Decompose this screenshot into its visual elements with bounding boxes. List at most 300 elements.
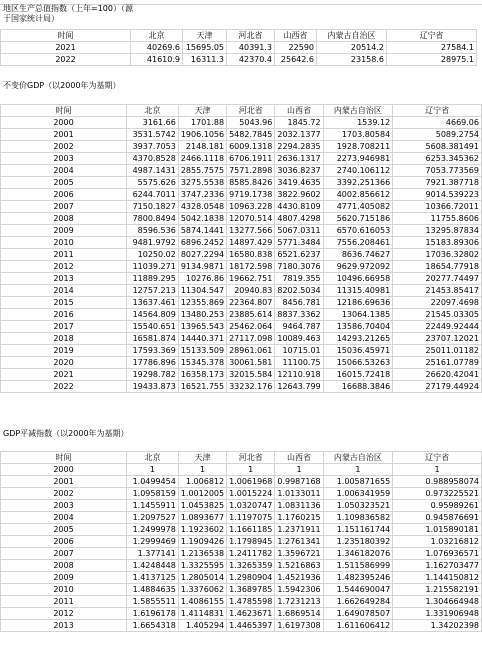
value-cell[interactable]: 1: [126, 464, 178, 476]
value-cell[interactable]: 23885.614: [227, 309, 275, 321]
table-row: [1, 596, 482, 608]
value-cell[interactable]: 8636.74627: [323, 249, 393, 261]
value-cell[interactable]: 1.1197075: [227, 512, 275, 524]
value-cell[interactable]: 11100.75: [275, 357, 323, 369]
value-cell[interactable]: 1.511586999: [323, 560, 393, 572]
value-cell[interactable]: 1.109836582: [323, 512, 393, 524]
value-cell[interactable]: 14440.371: [178, 333, 226, 345]
value-cell[interactable]: 1703.80584: [323, 129, 393, 141]
value-cell[interactable]: 1.34202398: [393, 620, 482, 632]
value-cell[interactable]: 1.0012005: [178, 488, 226, 500]
value-cell[interactable]: 14564.809: [126, 309, 178, 321]
year-cell[interactable]: 2020: [1, 357, 127, 369]
year-cell[interactable]: 2014: [1, 285, 127, 297]
value-cell[interactable]: 12070.514: [227, 213, 275, 225]
value-cell[interactable]: 22364.807: [227, 297, 275, 309]
value-cell[interactable]: 1.0453825: [178, 500, 226, 512]
value-cell[interactable]: 0.988958074: [393, 476, 482, 488]
table-row: [1, 117, 482, 129]
value-cell[interactable]: 7819.355: [275, 273, 323, 285]
value-cell[interactable]: 8596.536: [126, 225, 178, 237]
value-cell[interactable]: 16581.874: [126, 333, 178, 345]
value-cell[interactable]: 2273.946981: [323, 153, 393, 165]
value-cell[interactable]: 4807.4298: [275, 213, 323, 225]
header-cell[interactable]: 河北省: [227, 105, 275, 117]
value-cell[interactable]: 1.4465397: [227, 620, 275, 632]
year-cell[interactable]: 2005: [1, 524, 127, 536]
value-cell[interactable]: 1.050323521: [323, 500, 393, 512]
value-cell[interactable]: 22449.92444: [393, 321, 482, 333]
value-cell[interactable]: 28975.1: [387, 54, 477, 66]
header-cell[interactable]: 北京: [126, 105, 178, 117]
year-cell[interactable]: 2002: [1, 488, 127, 500]
year-cell[interactable]: 2010: [1, 237, 127, 249]
value-cell[interactable]: 15345.378: [178, 357, 226, 369]
value-cell[interactable]: 1701.88: [178, 117, 226, 129]
value-cell[interactable]: 6253.345362: [393, 153, 482, 165]
value-cell[interactable]: 7556.208461: [323, 237, 393, 249]
value-cell[interactable]: 1.2371911: [275, 524, 323, 536]
value-cell[interactable]: 3036.8237: [275, 165, 323, 177]
value-cell[interactable]: 1.649078507: [323, 608, 393, 620]
value-cell[interactable]: 6706.1911: [227, 153, 275, 165]
value-cell[interactable]: 12186.69636: [323, 297, 393, 309]
value-cell[interactable]: 7800.8494: [126, 213, 178, 225]
header-cell[interactable]: 时间: [1, 105, 127, 117]
value-cell[interactable]: 1.3376062: [178, 584, 226, 596]
value-cell[interactable]: 1.405294: [178, 620, 226, 632]
value-cell[interactable]: 16015.72418: [323, 369, 393, 381]
value-cell[interactable]: 1.2097527: [126, 512, 178, 524]
year-cell[interactable]: 2016: [1, 309, 127, 321]
value-cell[interactable]: 4430.8109: [275, 201, 323, 213]
year-cell[interactable]: 2002: [1, 141, 127, 153]
value-cell[interactable]: 1.144150812: [393, 572, 482, 584]
year-cell[interactable]: 2003: [1, 500, 127, 512]
value-cell[interactable]: 6896.2452: [178, 237, 226, 249]
value-cell[interactable]: 3392.251366: [323, 177, 393, 189]
value-cell[interactable]: 1.0958159: [126, 488, 178, 500]
value-cell[interactable]: 16311.3: [183, 54, 227, 66]
value-cell[interactable]: 1.015890181: [393, 524, 482, 536]
value-cell[interactable]: 5608.381491: [393, 141, 482, 153]
year-cell[interactable]: 2021: [1, 42, 131, 54]
header-cell[interactable]: 内蒙古自治区: [323, 105, 393, 117]
value-cell[interactable]: 1.6197308: [275, 620, 323, 632]
value-cell[interactable]: 12355.869: [178, 297, 226, 309]
value-cell[interactable]: 6244.7011: [126, 189, 178, 201]
value-cell[interactable]: 10366.72011: [393, 201, 482, 213]
value-cell[interactable]: 1.235180392: [323, 536, 393, 548]
value-cell[interactable]: 9134.9871: [178, 261, 226, 273]
value-cell[interactable]: 17036.32802: [393, 249, 482, 261]
value-cell[interactable]: 2032.1377: [275, 129, 323, 141]
value-cell[interactable]: 13586.70404: [323, 321, 393, 333]
year-cell[interactable]: 2000: [1, 464, 127, 476]
value-cell[interactable]: 5089.2754: [393, 129, 482, 141]
value-cell[interactable]: 5575.626: [126, 177, 178, 189]
value-cell[interactable]: 2148.181: [178, 141, 226, 153]
value-cell[interactable]: 3275.5538: [178, 177, 226, 189]
value-cell[interactable]: 1.5942306: [275, 584, 323, 596]
value-cell[interactable]: 1.304664948: [393, 596, 482, 608]
value-cell[interactable]: 1: [178, 464, 226, 476]
table-row: [1, 524, 482, 536]
value-cell[interactable]: 5042.1838: [178, 213, 226, 225]
year-cell[interactable]: 2007: [1, 201, 127, 213]
value-cell[interactable]: 1.2980904: [227, 572, 275, 584]
value-cell[interactable]: 13637.461: [126, 297, 178, 309]
value-cell[interactable]: 42370.4: [227, 54, 275, 66]
value-cell[interactable]: 9629.972092: [323, 261, 393, 273]
value-cell[interactable]: 1.611606412: [323, 620, 393, 632]
value-cell[interactable]: 2636.1317: [275, 153, 323, 165]
value-cell[interactable]: 1.5855511: [126, 596, 178, 608]
value-cell[interactable]: 6570.616053: [323, 225, 393, 237]
value-cell[interactable]: 40269.6: [131, 42, 183, 54]
value-cell[interactable]: 7150.1827: [126, 201, 178, 213]
value-cell[interactable]: 1.6869514: [275, 608, 323, 620]
value-cell[interactable]: 1.1455911: [126, 500, 178, 512]
header-cell[interactable]: 时间: [1, 30, 131, 42]
value-cell[interactable]: 1.162703477: [393, 560, 482, 572]
value-cell[interactable]: 32015.584: [227, 369, 275, 381]
value-cell[interactable]: 41610.9: [131, 54, 183, 66]
year-cell[interactable]: 2001: [1, 129, 127, 141]
value-cell[interactable]: 1.4086155: [178, 596, 226, 608]
year-cell[interactable]: 2021: [1, 369, 127, 381]
value-cell[interactable]: 10089.463: [275, 333, 323, 345]
value-cell[interactable]: 13295.87834: [393, 225, 482, 237]
value-cell[interactable]: 1.2761341: [275, 536, 323, 548]
value-cell[interactable]: 1.076936571: [393, 548, 482, 560]
year-cell[interactable]: 2012: [1, 608, 127, 620]
value-cell[interactable]: 1.662649284: [323, 596, 393, 608]
header-cell[interactable]: 时间: [1, 452, 127, 464]
value-cell[interactable]: 1.4248448: [126, 560, 178, 572]
value-cell[interactable]: 14897.429: [227, 237, 275, 249]
year-cell[interactable]: 2008: [1, 560, 127, 572]
value-cell[interactable]: 1845.72: [275, 117, 323, 129]
year-cell[interactable]: 2003: [1, 153, 127, 165]
value-cell[interactable]: 15695.05: [183, 42, 227, 54]
value-cell[interactable]: 1: [227, 464, 275, 476]
value-cell[interactable]: 27584.1: [387, 42, 477, 54]
year-cell[interactable]: 2009: [1, 572, 127, 584]
value-cell[interactable]: 1539.12: [323, 117, 393, 129]
value-cell[interactable]: 6009.1318: [227, 141, 275, 153]
value-cell[interactable]: 16358.173: [178, 369, 226, 381]
value-cell[interactable]: 1.2999469: [126, 536, 178, 548]
value-cell[interactable]: 7571.2898: [227, 165, 275, 177]
value-cell[interactable]: 4370.8528: [126, 153, 178, 165]
value-cell[interactable]: 4669.06: [393, 117, 482, 129]
value-cell[interactable]: 13965.543: [178, 321, 226, 333]
value-cell[interactable]: 25642.6: [275, 54, 317, 66]
value-cell[interactable]: 20940.83: [227, 285, 275, 297]
value-cell[interactable]: 23707.12021: [393, 333, 482, 345]
value-cell[interactable]: 1.151161744: [323, 524, 393, 536]
year-cell[interactable]: 2004: [1, 512, 127, 524]
value-cell[interactable]: 21453.85417: [393, 285, 482, 297]
value-cell[interactable]: 22590: [275, 42, 317, 54]
header-cell[interactable]: 河北省: [227, 30, 275, 42]
value-cell[interactable]: 13480.253: [178, 309, 226, 321]
year-cell[interactable]: 2005: [1, 177, 127, 189]
value-cell[interactable]: 22097.4698: [393, 297, 482, 309]
value-cell[interactable]: 1.006341959: [323, 488, 393, 500]
value-cell[interactable]: 8202.5034: [275, 285, 323, 297]
value-cell[interactable]: 1.3325595: [178, 560, 226, 572]
value-cell[interactable]: 1.2136538: [178, 548, 226, 560]
value-cell[interactable]: 1.0893677: [178, 512, 226, 524]
value-cell[interactable]: 1.377141: [126, 548, 178, 560]
value-cell[interactable]: 1.4137125: [126, 572, 178, 584]
value-cell[interactable]: 1.3596721: [275, 548, 323, 560]
value-cell[interactable]: 11889.295: [126, 273, 178, 285]
table-row: [1, 213, 482, 225]
value-cell[interactable]: 4987.1431: [126, 165, 178, 177]
value-cell[interactable]: 3747.2336: [178, 189, 226, 201]
value-cell[interactable]: 13064.1385: [323, 309, 393, 321]
header-cell[interactable]: 北京: [126, 452, 178, 464]
year-cell[interactable]: 2018: [1, 333, 127, 345]
value-cell[interactable]: 1.4884635: [126, 584, 178, 596]
header-cell[interactable]: 北京: [131, 30, 183, 42]
header-cell[interactable]: 辽宁省: [393, 105, 482, 117]
value-cell[interactable]: 23158.6: [317, 54, 387, 66]
header-cell[interactable]: 天津: [183, 30, 227, 42]
value-cell[interactable]: 1.331906948: [393, 608, 482, 620]
value-cell[interactable]: 7053.773569: [393, 165, 482, 177]
header-cell[interactable]: 内蒙古自治区: [323, 452, 393, 464]
value-cell[interactable]: 11039.271: [126, 261, 178, 273]
value-cell[interactable]: 17786.896: [126, 357, 178, 369]
value-cell[interactable]: 1: [393, 464, 482, 476]
header-cell[interactable]: 山西省: [275, 452, 323, 464]
value-cell[interactable]: 1.006812: [178, 476, 226, 488]
value-cell[interactable]: 10250.02: [126, 249, 178, 261]
year-cell[interactable]: 2001: [1, 476, 127, 488]
value-cell[interactable]: 3937.7053: [126, 141, 178, 153]
value-cell[interactable]: 25161.07789: [393, 357, 482, 369]
value-cell[interactable]: 26620.42041: [393, 369, 482, 381]
value-cell[interactable]: 7180.3076: [275, 261, 323, 273]
value-cell[interactable]: 2740.106112: [323, 165, 393, 177]
value-cell[interactable]: 1.1923602: [178, 524, 226, 536]
value-cell[interactable]: 7921.387718: [393, 177, 482, 189]
value-cell[interactable]: 25462.064: [227, 321, 275, 333]
value-cell[interactable]: 28961.061: [227, 345, 275, 357]
year-cell[interactable]: 2009: [1, 225, 127, 237]
table-row: [1, 333, 482, 345]
value-cell[interactable]: 30061.581: [227, 357, 275, 369]
value-cell[interactable]: 4328.0548: [178, 201, 226, 213]
value-cell[interactable]: 1.4785598: [227, 596, 275, 608]
value-cell[interactable]: 0.945876691: [393, 512, 482, 524]
value-cell[interactable]: 1.0320747: [227, 500, 275, 512]
value-cell[interactable]: 1.1909426: [178, 536, 226, 548]
header-cell[interactable]: 辽宁省: [387, 30, 477, 42]
value-cell[interactable]: 0.9987168: [275, 476, 323, 488]
year-cell[interactable]: 2006: [1, 189, 127, 201]
year-cell[interactable]: 2022: [1, 381, 127, 393]
value-cell[interactable]: 33232.176: [227, 381, 275, 393]
value-cell[interactable]: 13277.566: [227, 225, 275, 237]
value-cell[interactable]: 1.2411782: [227, 548, 275, 560]
value-cell[interactable]: 5482.7845: [227, 129, 275, 141]
value-cell[interactable]: 12757.213: [126, 285, 178, 297]
header-cell[interactable]: 山西省: [275, 30, 317, 42]
value-cell[interactable]: 15066.53263: [323, 357, 393, 369]
value-cell[interactable]: 5771.3484: [275, 237, 323, 249]
value-cell[interactable]: 1.3265359: [227, 560, 275, 572]
year-cell[interactable]: 2010: [1, 584, 127, 596]
section1-table: [0, 29, 477, 66]
value-cell[interactable]: 16688.3846: [323, 381, 393, 393]
value-cell[interactable]: 20277.74497: [393, 273, 482, 285]
year-cell[interactable]: 2022: [1, 54, 131, 66]
value-cell[interactable]: 14293.21265: [323, 333, 393, 345]
value-cell[interactable]: 1928.708211: [323, 141, 393, 153]
value-cell[interactable]: 5067.0311: [275, 225, 323, 237]
header-cell[interactable]: 辽宁省: [393, 452, 482, 464]
value-cell[interactable]: 1: [323, 464, 393, 476]
year-cell[interactable]: 2012: [1, 261, 127, 273]
value-cell[interactable]: 9481.9792: [126, 237, 178, 249]
value-cell[interactable]: 11755.8606: [393, 213, 482, 225]
value-cell[interactable]: 3531.5742: [126, 129, 178, 141]
value-cell[interactable]: 1.0061968: [227, 476, 275, 488]
value-cell[interactable]: 8027.2294: [178, 249, 226, 261]
value-cell[interactable]: 17593.369: [126, 345, 178, 357]
value-cell[interactable]: 1.6196178: [126, 608, 178, 620]
value-cell[interactable]: 21545.03305: [393, 309, 482, 321]
value-cell[interactable]: 40391.3: [227, 42, 275, 54]
value-cell[interactable]: 3822.9602: [275, 189, 323, 201]
year-cell[interactable]: 2019: [1, 345, 127, 357]
value-cell[interactable]: 10715.01: [275, 345, 323, 357]
value-cell[interactable]: 8456.781: [275, 297, 323, 309]
value-cell[interactable]: 19298.782: [126, 369, 178, 381]
header-cell[interactable]: 山西省: [275, 105, 323, 117]
value-cell[interactable]: 1.3689785: [227, 584, 275, 596]
header-cell[interactable]: 天津: [178, 105, 226, 117]
value-cell[interactable]: 16521.755: [178, 381, 226, 393]
value-cell[interactable]: 2855.7575: [178, 165, 226, 177]
value-cell[interactable]: 9719.1738: [227, 189, 275, 201]
value-cell[interactable]: 20514.2: [317, 42, 387, 54]
value-cell[interactable]: 18654.77918: [393, 261, 482, 273]
value-cell[interactable]: 1.0499454: [126, 476, 178, 488]
value-cell[interactable]: 1.1760215: [275, 512, 323, 524]
value-cell[interactable]: 25011.01182: [393, 345, 482, 357]
value-cell[interactable]: 2294.2835: [275, 141, 323, 153]
value-cell[interactable]: 1.482395246: [323, 572, 393, 584]
header-cell[interactable]: 河北省: [227, 452, 275, 464]
value-cell[interactable]: 1.4623671: [227, 608, 275, 620]
header-cell[interactable]: 内蒙古自治区: [317, 30, 387, 42]
value-cell[interactable]: 1.2805014: [178, 572, 226, 584]
value-cell[interactable]: 12643.799: [275, 381, 323, 393]
value-cell[interactable]: 11304.547: [178, 285, 226, 297]
value-cell[interactable]: 10276.86: [178, 273, 226, 285]
value-cell[interactable]: 4002.856612: [323, 189, 393, 201]
value-cell[interactable]: 5620.715186: [323, 213, 393, 225]
value-cell[interactable]: 3161.66: [126, 117, 178, 129]
value-cell[interactable]: 5043.96: [227, 117, 275, 129]
year-cell[interactable]: 2013: [1, 620, 127, 632]
value-cell[interactable]: 4771.405082: [323, 201, 393, 213]
value-cell[interactable]: 0.95989261: [393, 500, 482, 512]
value-cell[interactable]: 16580.838: [227, 249, 275, 261]
value-cell[interactable]: 1.0133011: [275, 488, 323, 500]
value-cell[interactable]: 11315.40981: [323, 285, 393, 297]
year-cell[interactable]: 2006: [1, 536, 127, 548]
value-cell[interactable]: 5874.1441: [178, 225, 226, 237]
value-cell[interactable]: 27117.098: [227, 333, 275, 345]
year-cell[interactable]: 2013: [1, 273, 127, 285]
value-cell[interactable]: 0.973225521: [393, 488, 482, 500]
value-cell[interactable]: 8837.3362: [275, 309, 323, 321]
year-cell[interactable]: 2000: [1, 117, 127, 129]
value-cell[interactable]: 1.215582191: [393, 584, 482, 596]
value-cell[interactable]: 1.2499978: [126, 524, 178, 536]
value-cell[interactable]: 1.5216863: [275, 560, 323, 572]
value-cell[interactable]: 10963.228: [227, 201, 275, 213]
value-cell[interactable]: 6521.6237: [275, 249, 323, 261]
value-cell[interactable]: 1.1661185: [227, 524, 275, 536]
value-cell[interactable]: 15540.651: [126, 321, 178, 333]
value-cell[interactable]: 15133.509: [178, 345, 226, 357]
value-cell[interactable]: 1906.1056: [178, 129, 226, 141]
value-cell[interactable]: 1.346182076: [323, 548, 393, 560]
year-cell[interactable]: 2011: [1, 249, 127, 261]
value-cell[interactable]: 18172.598: [227, 261, 275, 273]
value-cell[interactable]: 2466.1118: [178, 153, 226, 165]
value-cell[interactable]: 9014.539223: [393, 189, 482, 201]
year-cell[interactable]: 2004: [1, 165, 127, 177]
value-cell[interactable]: 1.7231213: [275, 596, 323, 608]
value-cell[interactable]: 1.4521936: [275, 572, 323, 584]
value-cell[interactable]: 10496.66958: [323, 273, 393, 285]
value-cell[interactable]: 1.6654318: [126, 620, 178, 632]
value-cell[interactable]: 19433.873: [126, 381, 178, 393]
header-cell[interactable]: 天津: [178, 452, 226, 464]
value-cell[interactable]: 9464.787: [275, 321, 323, 333]
value-cell[interactable]: 1.1798945: [227, 536, 275, 548]
value-cell[interactable]: 1.0015224: [227, 488, 275, 500]
value-cell[interactable]: 1: [275, 464, 323, 476]
value-cell[interactable]: 27179.44924: [393, 381, 482, 393]
value-cell[interactable]: 8585.8426: [227, 177, 275, 189]
value-cell[interactable]: 1.4114831: [178, 608, 226, 620]
value-cell[interactable]: 15036.45971: [323, 345, 393, 357]
year-cell[interactable]: 2007: [1, 548, 127, 560]
value-cell[interactable]: 3419.4635: [275, 177, 323, 189]
year-cell[interactable]: 2015: [1, 297, 127, 309]
value-cell[interactable]: 12110.918: [275, 369, 323, 381]
value-cell[interactable]: 1.544690047: [323, 584, 393, 596]
year-cell[interactable]: 2017: [1, 321, 127, 333]
year-cell[interactable]: 2008: [1, 213, 127, 225]
value-cell[interactable]: 1.03216812: [393, 536, 482, 548]
value-cell[interactable]: 19662.751: [227, 273, 275, 285]
value-cell[interactable]: 15183.89306: [393, 237, 482, 249]
year-cell[interactable]: 2011: [1, 596, 127, 608]
value-cell[interactable]: 1.005871655: [323, 476, 393, 488]
value-cell[interactable]: 1.0831136: [275, 500, 323, 512]
